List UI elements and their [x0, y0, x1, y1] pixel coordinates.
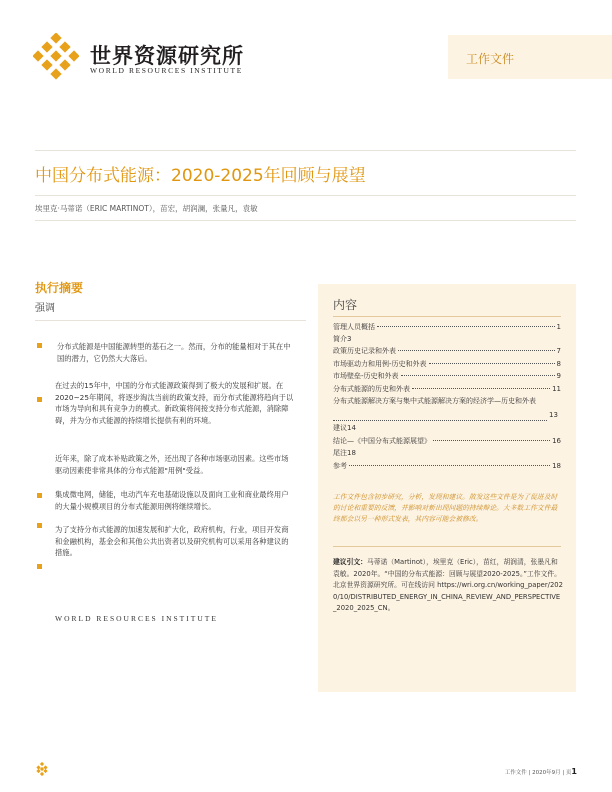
org-name-en: WORLD RESOURCES INSTITUTE: [90, 66, 243, 75]
org-name-cn: 世界资源研究所: [90, 43, 244, 68]
summary-paragraph: 为了支持分布式能源的加速发展和扩大化，政府机构，行业，项目开发商和金融机构，基金会和其他公共出资者以及研究机构可以采用各种建议的措施。: [55, 525, 289, 557]
toc-item[interactable]: [333, 359, 561, 369]
toc-item-label: 政策历史记录和外表: [333, 347, 396, 355]
toc-item-label: 参考: [333, 462, 347, 470]
summary-paragraph: 近年来，除了成本补贴政策之外，还出现了各种市场驱动因素。这些市场驱动因素使非常具体的分布式能源"用例"受益。: [55, 454, 289, 475]
bullet-icon: [37, 493, 42, 498]
toc-item[interactable]: [333, 371, 561, 381]
toc-item[interactable]: [333, 384, 561, 394]
doc-type-box: [448, 35, 612, 79]
toc-item-label: 分布式能源解决方案与集中式能源解决方案的经济学—历史和外表: [333, 397, 536, 405]
bullet-icon: [37, 397, 42, 402]
bullet-icon: [37, 564, 42, 569]
org-footer-wordmark: WORLD RESOURCES INSTITUTE: [55, 614, 218, 623]
toc-item-label: 分布式能源的历史和外表: [333, 385, 410, 393]
toc-item[interactable]: [333, 334, 561, 344]
toc-item-page: 1: [556, 323, 561, 331]
toc-item-page: 8: [556, 360, 561, 368]
page-number: 1: [571, 767, 577, 776]
toc-item-page: 7: [556, 347, 561, 355]
working-paper-note: 工作文件包含初步研究，分析，发现和建议。散发这些文件是为了促进及时的讨论和重要的反馈，并影响对新出现问题的持续辩论。大多数工作文件最终都会以另一种形式发表，其内容可能会被修改。: [333, 493, 558, 523]
citation-label: 建议引文：: [333, 558, 367, 566]
summary-paragraph: 在过去的15年中，中国的分布式能源政策得到了极大的发展和扩展。在2020~25年期间，将逐步淘汰当前的政策支持，而分布式能源将趋向于以市场为导向和具有竞争力的模式。新政策将间接支持分布式能源，消除障碍，并为分布式能源的持续增长提供有利的环境。: [55, 381, 294, 425]
toc-item[interactable]: [333, 423, 561, 433]
toc-item[interactable]: [333, 436, 561, 446]
toc-item[interactable]: [333, 346, 561, 356]
divider: [35, 150, 576, 151]
toc-item-label: 简介3: [333, 335, 352, 343]
toc-leader: [333, 420, 547, 421]
toc-item-page: 9: [556, 372, 561, 380]
authors: 埃里克·马蒂诺（ERIC MARTINOT），苗宏，胡润澜，张量凡，袁敏: [35, 204, 258, 213]
toc-item-label: 市场驱动力和用例-历史和外表: [333, 360, 427, 368]
divider: [333, 546, 561, 547]
suggested-citation: [333, 557, 563, 615]
toc-item-page: 16: [552, 437, 561, 445]
document-title: 中国分布式能源：2020-2025年回顾与展望: [35, 166, 366, 186]
wri-logo-small-icon: [35, 762, 49, 776]
toc-item-page: 11: [552, 385, 561, 393]
citation-text: 马蒂诺（Martinot），埃里克（Eric），苗红，胡润清，张墨凡和袁敏。2020年。“中国的分布式能源：回顾与展望2020-2025。”工作文件。北京世界资源研究所。可在线访问 https://wri.org.cn/working_paper/2020/10/DISTRIBUTED_ENERGY_IN_CHINA_REVIEW_AND_PERSPECTIVE_2020_2025_CN。: [333, 558, 563, 612]
toc-item-label: 市场壁垒-历史和外表: [333, 372, 399, 380]
bullet-icon: [37, 343, 42, 348]
toc-item[interactable]: [333, 396, 561, 406]
summary-paragraph: 分布式能源是中国能源转型的基石之一。然而，分布的能量相对于其在中国的潜力，它仍然大大落后。: [57, 342, 291, 363]
toc-item-label: 结论—《中国分布式能源展望》: [333, 437, 431, 445]
wri-logo-icon: [33, 33, 79, 81]
summary-paragraph: 集成微电网，储能，电动汽车充电基础设施以及面向工业和商业最终用户的大量小规模项目的分布式能源用例将继续增长。: [55, 490, 289, 511]
section-subheading: 强调: [35, 303, 55, 314]
toc-item-label: 建议14: [333, 424, 356, 432]
divider: [35, 220, 576, 221]
toc-item[interactable]: [333, 322, 561, 332]
toc-item-page: 13: [549, 411, 558, 419]
divider: [35, 195, 576, 196]
divider: [35, 320, 306, 321]
toc-item[interactable]: [333, 448, 561, 458]
page-footer: [505, 767, 577, 776]
toc-item-label: 尾注18: [333, 449, 356, 457]
divider: [333, 316, 561, 317]
contents-panel: [318, 284, 576, 692]
footer-label: 工作文件 | 2020年9月 | 页: [504, 770, 572, 776]
toc-item[interactable]: [333, 461, 561, 471]
section-heading: 执行摘要: [35, 281, 84, 295]
bullet-icon: [37, 523, 42, 528]
contents-heading: 内容: [333, 298, 358, 312]
toc-item-page: 18: [552, 462, 561, 470]
toc-item-label: 管理人员概括: [333, 323, 375, 331]
doc-type-label: 工作文件: [466, 52, 515, 66]
